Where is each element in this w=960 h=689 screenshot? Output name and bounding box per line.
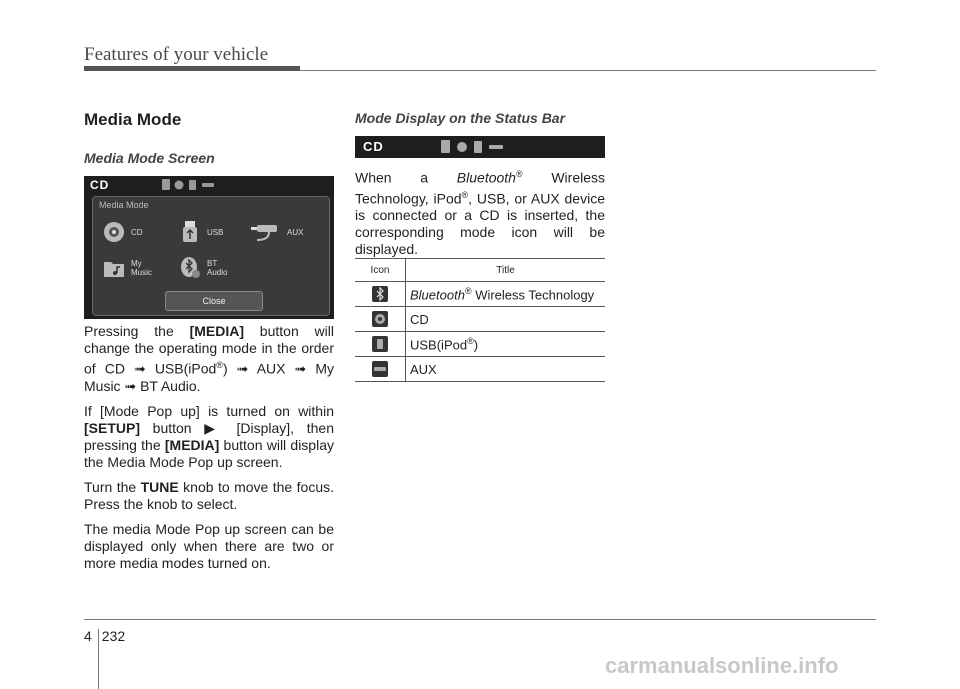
paragraph-mode-popup: If [Mode Pop up] is turned on within [SETUP] button ▶ [Display], then pressing the [MEDIA] button will display the Media Mode Pop up screen. xyxy=(84,402,334,470)
table-row xyxy=(355,307,605,332)
paragraph-tune-knob: Turn the TUNE knob to move the focus. Press the knob to select. xyxy=(84,478,334,512)
usb-icon xyxy=(179,221,201,243)
header-rule-thick xyxy=(84,66,300,71)
section-heading-media-mode: Media Mode xyxy=(84,110,182,129)
panel-title: Media Mode xyxy=(99,200,149,210)
header-rule-thin xyxy=(300,70,876,71)
column-header-icon: Icon xyxy=(355,259,406,282)
media-mode-screen xyxy=(84,176,334,319)
footer-rule xyxy=(84,619,876,620)
left-column xyxy=(84,110,334,166)
mode-usb-label: USB xyxy=(207,227,224,237)
status-bar-mode-label: CD xyxy=(363,139,384,154)
paragraph-media-order: Pressing the [MEDIA] button will change the operating mode in the order of CD ➟ USB(iPod®) ➟ AUX ➟ My Music ➟ BT Audio. xyxy=(84,323,335,394)
status-bar-icons xyxy=(441,140,521,154)
screen-mode-label: CD xyxy=(90,178,110,192)
mode-bt-audio[interactable] xyxy=(179,257,227,279)
column-header-title: Title xyxy=(406,259,606,282)
aux-cable-icon xyxy=(249,221,281,243)
right-column xyxy=(355,110,607,126)
table-title-cell: USB(iPod®) xyxy=(406,332,606,357)
aux-cable-icon xyxy=(372,361,388,377)
icon-title-table xyxy=(355,258,605,382)
bluetooth-audio-icon xyxy=(179,257,201,279)
watermark: carmanualsonline.info xyxy=(605,653,839,678)
disc-icon xyxy=(103,221,125,243)
table-title-cell: CD xyxy=(406,307,606,332)
table-row xyxy=(355,332,605,357)
music-folder-icon xyxy=(103,257,125,279)
disc-icon xyxy=(372,311,388,327)
mode-aux-label: AUX xyxy=(287,227,304,237)
media-mode-panel xyxy=(92,196,330,316)
footer-separator xyxy=(98,629,99,689)
mode-cd[interactable] xyxy=(103,221,143,243)
table-title-cell: Bluetooth® Wireless Technology xyxy=(406,282,606,307)
table-header-row xyxy=(355,259,605,282)
subheading-media-mode-screen: Media Mode Screen xyxy=(84,150,215,166)
mode-cd-label: CD xyxy=(131,227,143,237)
left-body-text xyxy=(84,323,334,572)
table-row xyxy=(355,357,605,382)
paragraph-popup-condition: The media Mode Pop up screen can be displayed only when there are two or more media modes turned on. xyxy=(84,520,334,571)
mode-my-music-label: My Music xyxy=(131,259,152,277)
mode-aux[interactable] xyxy=(249,221,303,243)
mode-usb[interactable] xyxy=(179,221,223,243)
close-button[interactable]: Close xyxy=(165,291,263,311)
header-title: Features of your vehicle xyxy=(84,44,269,65)
mode-bt-audio-label: BT Audio xyxy=(207,259,228,277)
status-bar-example xyxy=(355,136,605,158)
paragraph-status-icons: When a Bluetooth® Wireless Technology, iPod®, USB, or AUX device is connected or a CD is inserted, the corresponding mode icon will be displayed. xyxy=(355,169,605,258)
table-title-cell: AUX xyxy=(406,357,606,382)
status-icons xyxy=(162,179,226,191)
usb-icon xyxy=(372,336,388,352)
bluetooth-icon xyxy=(372,286,388,302)
mode-my-music[interactable] xyxy=(103,257,152,279)
right-body-text xyxy=(355,166,605,258)
table-row xyxy=(355,282,605,307)
subheading-status-bar: Mode Display on the Status Bar xyxy=(355,110,566,126)
page-number: 4 232 xyxy=(84,628,126,644)
